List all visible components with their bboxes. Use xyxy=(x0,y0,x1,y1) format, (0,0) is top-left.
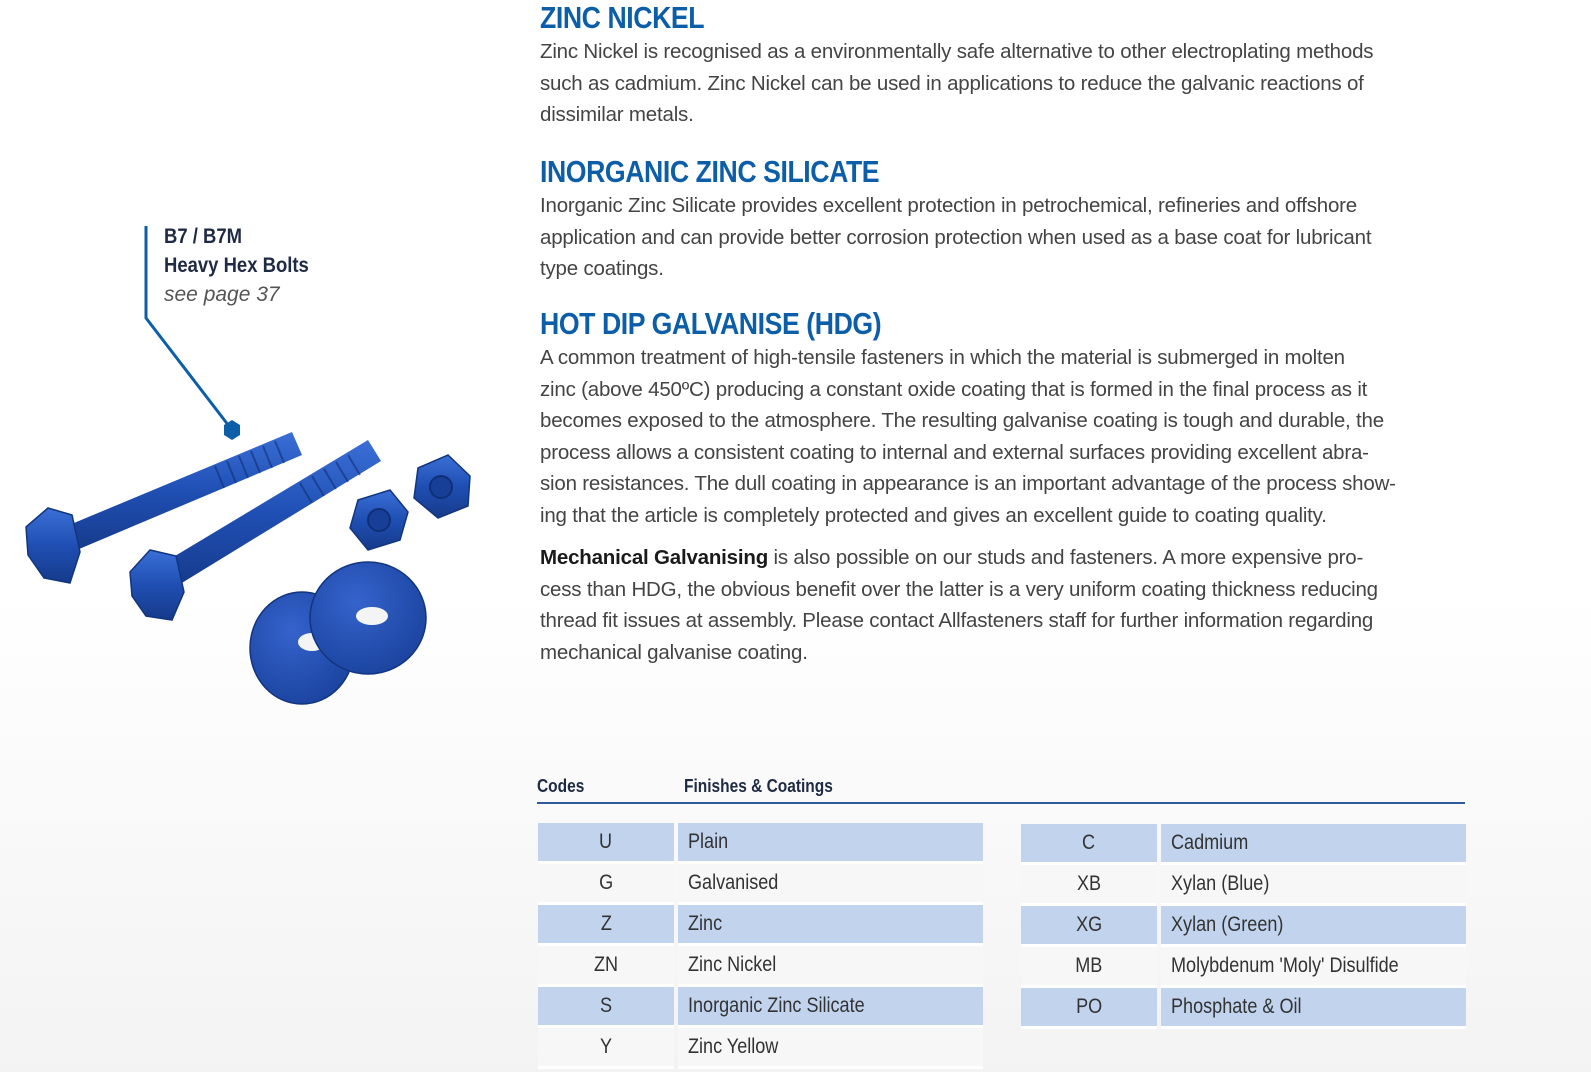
table-row xyxy=(1021,906,1466,947)
table-row xyxy=(538,905,983,946)
section-mechanical-galvanising xyxy=(540,542,1490,668)
body-line: Zinc Nickel is recognised as a environmentally safe alternative to other electroplating methods xyxy=(540,40,1374,63)
body-line: A common treatment of high-tensile fasteners in which the material is submerged in molten xyxy=(540,346,1345,369)
section-title: ZINC NICKEL xyxy=(540,0,705,35)
code-cell: G xyxy=(538,864,674,905)
code-cell: Z xyxy=(538,905,674,946)
table-row xyxy=(538,1028,983,1069)
body-line: dissimilar metals. xyxy=(540,103,694,126)
code-cell: XB xyxy=(1021,865,1157,906)
finish-cell: Cadmium xyxy=(1161,824,1466,865)
codes-header: Codes xyxy=(537,776,585,796)
section-inorganic-zinc-silicate xyxy=(540,154,1490,285)
product-page-ref: see page 37 xyxy=(164,283,280,306)
table-row xyxy=(538,987,983,1028)
section-zinc-nickel xyxy=(540,0,1490,131)
section-body xyxy=(540,36,1490,131)
body-line: mechanical galvanise coating. xyxy=(540,640,808,664)
finishes-header: Finishes & Coatings xyxy=(684,776,833,796)
hex-nut-1 xyxy=(350,490,408,550)
finish-cell: Molybdenum 'Moly' Disulfide xyxy=(1161,947,1466,988)
table-row xyxy=(538,946,983,987)
code-cell: MB xyxy=(1021,947,1157,988)
body-line: zinc (above 450ºC) producing a constant oxide coating that is formed in the final process as it xyxy=(540,377,1368,401)
body-line: such as cadmium. Zinc Nickel can be used in applications to reduce the galvanic reactions of xyxy=(540,71,1364,95)
finish-cell: Plain xyxy=(678,823,983,864)
hex-nut-2 xyxy=(414,455,470,518)
mechanical-bold: Mechanical Galvanising xyxy=(540,546,769,569)
section-body xyxy=(540,542,1490,668)
finish-cell: Zinc Nickel xyxy=(678,946,983,987)
section-title: INORGANIC ZINC SILICATE xyxy=(540,154,880,189)
product-name: Heavy Hex Bolts xyxy=(164,254,309,277)
body-line: application and can provide better corrosion protection when used as a base coat for lubricant xyxy=(540,225,1372,249)
table-header xyxy=(537,774,1465,804)
body-line: ing that the article is completely protected and gives an excellent guide to coating quality. xyxy=(540,503,1327,527)
code-cell: PO xyxy=(1021,988,1157,1029)
section-body xyxy=(540,190,1490,285)
finish-cell: Zinc xyxy=(678,905,983,946)
finish-cell: Inorganic Zinc Silicate xyxy=(678,987,983,1028)
body-line: type coatings. xyxy=(540,257,664,280)
product-code: B7 / B7M xyxy=(164,225,243,248)
body-line: becomes exposed to the atmosphere. The resulting galvanise coating is tough and durable, the xyxy=(540,409,1384,432)
section-hot-dip-galvanise xyxy=(540,306,1490,531)
table-row xyxy=(1021,865,1466,906)
table-row xyxy=(538,864,983,905)
finish-cell: Galvanised xyxy=(678,864,983,905)
code-cell: S xyxy=(538,987,674,1028)
finish-cell: Xylan (Blue) xyxy=(1161,865,1466,906)
finish-cell: Zinc Yellow xyxy=(678,1028,983,1069)
code-cell: XG xyxy=(1021,906,1157,947)
product-photo xyxy=(0,0,500,760)
callout-line xyxy=(146,226,232,430)
body-line: process allows a consistent coating to internal and external surfaces providing excellent abra- xyxy=(540,440,1369,464)
code-cell: ZN xyxy=(538,946,674,987)
body-line: Inorganic Zinc Silicate provides excellent protection in petrochemical, refineries and offshore xyxy=(540,194,1358,217)
finish-cell: Xylan (Green) xyxy=(1161,906,1466,947)
finish-cell: Phosphate & Oil xyxy=(1161,988,1466,1029)
section-title: HOT DIP GALVANISE (HDG) xyxy=(540,306,882,341)
code-cell: Y xyxy=(538,1028,674,1069)
section-body xyxy=(540,342,1490,531)
table-row xyxy=(1021,824,1466,865)
codes-table-right xyxy=(1017,824,1470,1029)
table-row xyxy=(1021,988,1466,1029)
codes-table-left xyxy=(534,823,987,1069)
code-cell: C xyxy=(1021,824,1157,865)
body-line: sion resistances. The dull coating in appearance is an important advantage of the process show- xyxy=(540,472,1396,495)
table-row xyxy=(1021,947,1466,988)
code-cell: U xyxy=(538,823,674,864)
body-line: thread fit issues at assembly. Please contact Allfasteners staff for further information regarding xyxy=(540,609,1374,632)
washer-2 xyxy=(310,562,426,674)
table-row xyxy=(538,823,983,864)
body-line: is also possible on our studs and fasteners. A more expensive pro- xyxy=(768,546,1364,569)
body-line: cess than HDG, the obvious benefit over the latter is a very uniform coating thickness reducing xyxy=(540,577,1378,601)
